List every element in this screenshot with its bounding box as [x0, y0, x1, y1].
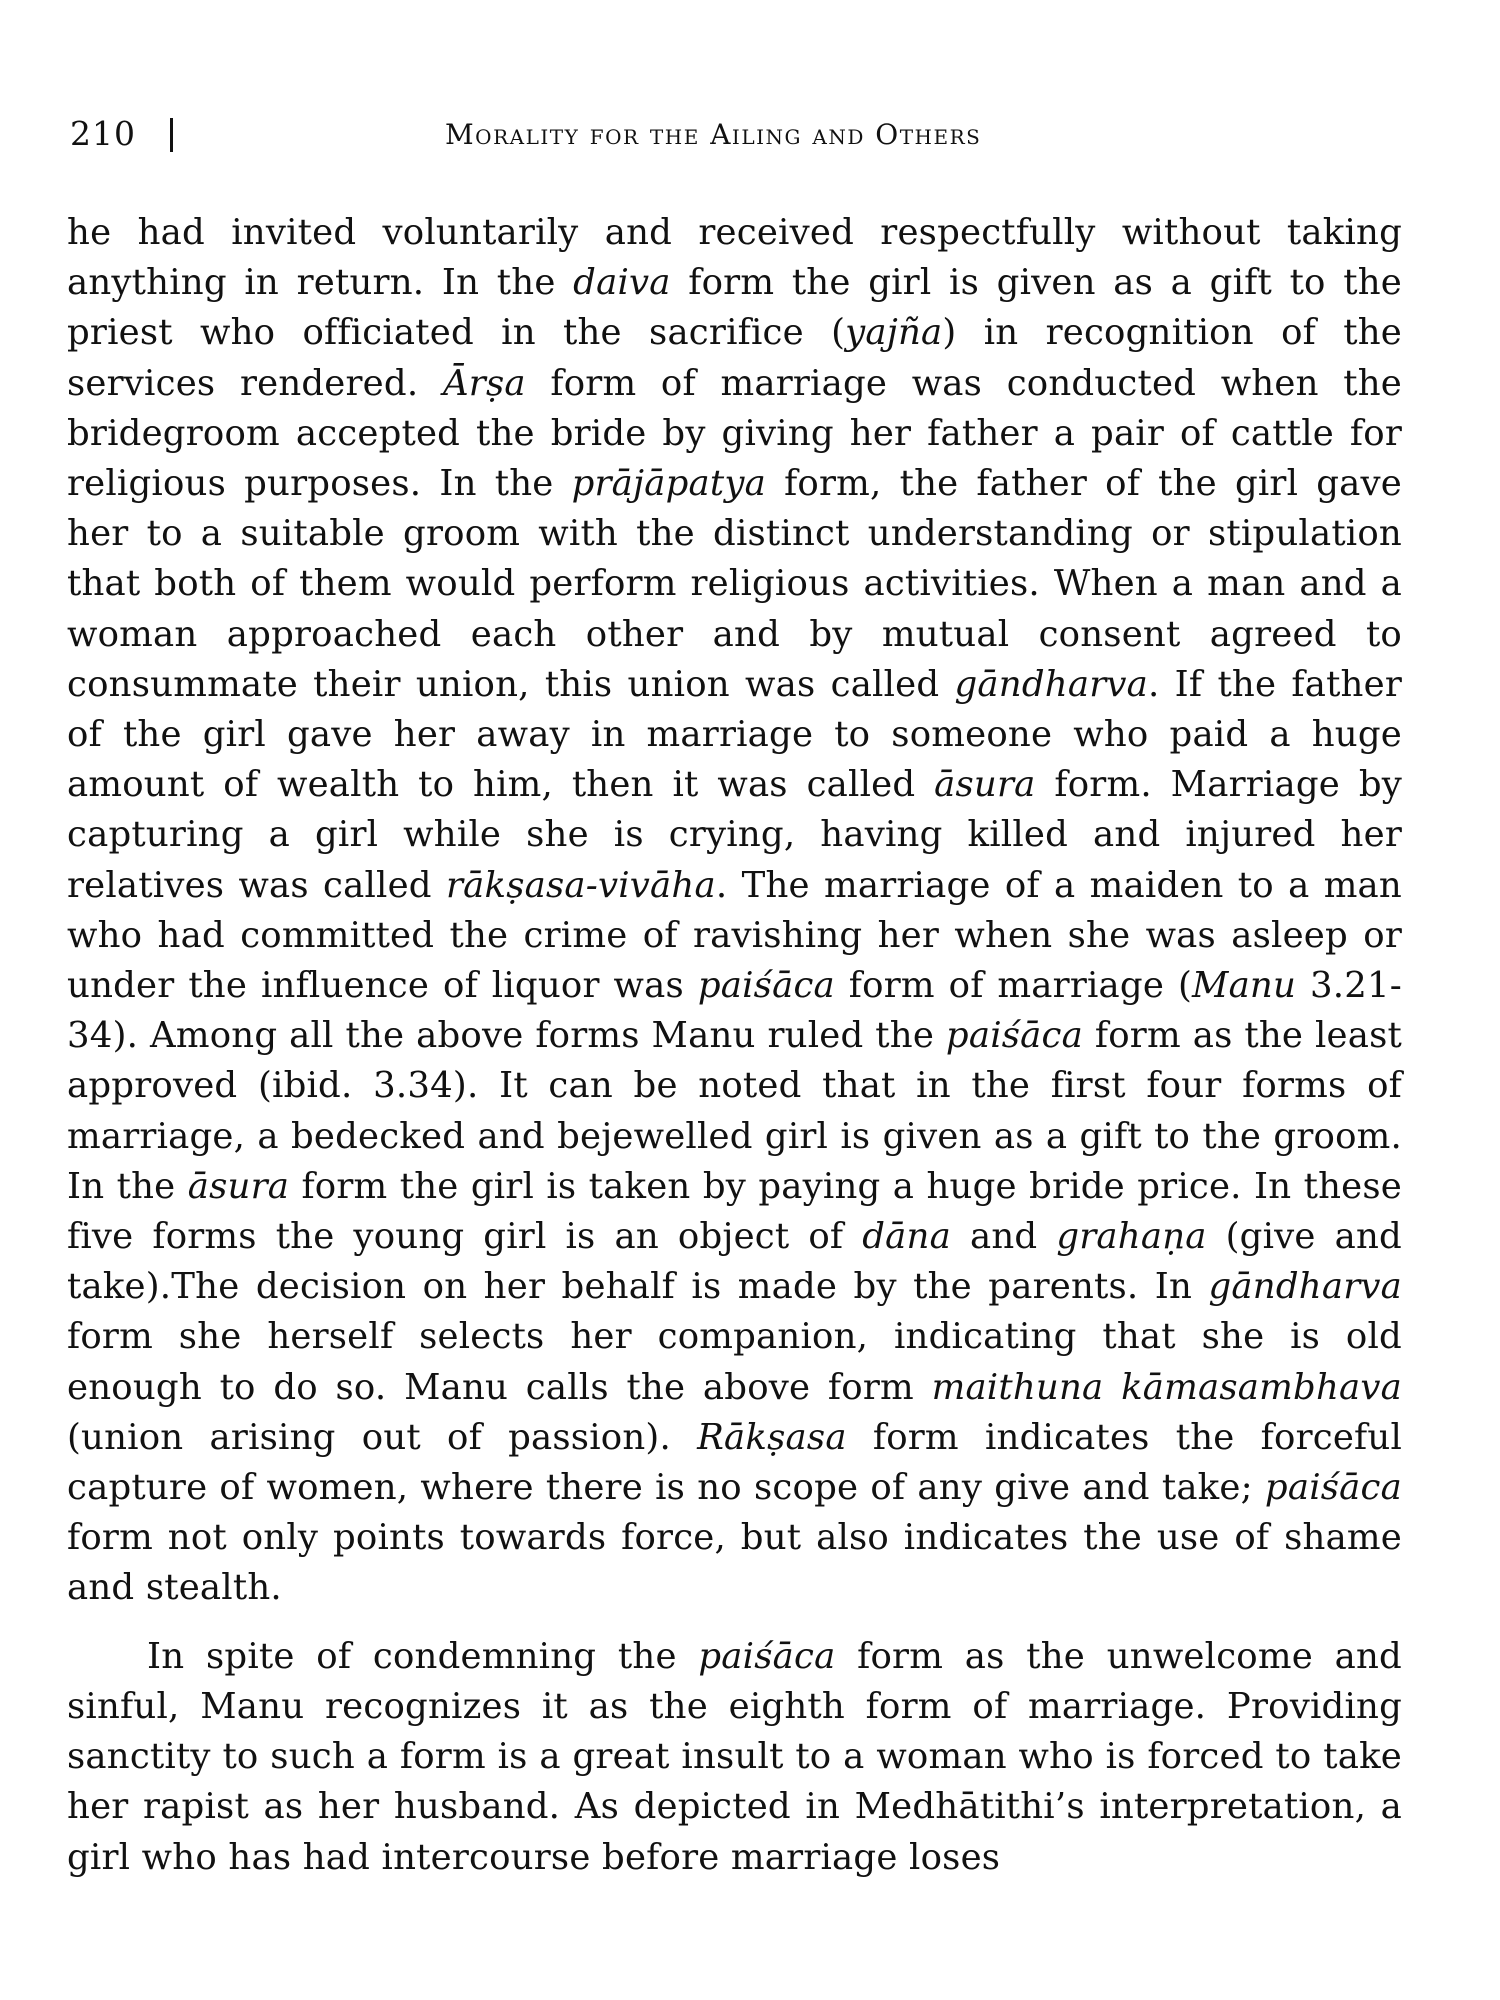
text-run: and [950, 1216, 1057, 1258]
italic-term: paiśāca [945, 1015, 1083, 1057]
text-run: form the girl is taken by paying a huge bride price. In these five forms the young girl is an object of [67, 1165, 1402, 1258]
italic-term: paiśāca [1264, 1467, 1402, 1509]
paragraph [67, 1632, 1402, 1883]
running-title: Morality for the Ailing and Others [445, 118, 982, 151]
italic-term: maithuna kāmasambhava [931, 1366, 1402, 1408]
italic-term: āsura [187, 1165, 290, 1207]
italic-term: rākṣasa-vivāha [445, 864, 716, 906]
italic-term: Manu [1192, 965, 1297, 1007]
text-run: form of marriage was conducted when the bridegroom accepted the bride by giving her father a pair of cattle for religious purposes. In the [67, 362, 1402, 505]
italic-term: Ārṣa [442, 362, 526, 404]
text-run: . The marriage of a maiden to a man who had committed the crime of ravishing her when she was asleep or under the influence of liquor was [67, 864, 1402, 1007]
italic-term: prājāpatya [571, 463, 766, 505]
body-text [67, 208, 1402, 1883]
italic-term: grahaṇa [1056, 1216, 1207, 1258]
text-run: form, the father of the girl gave her to a suitable groom with the distinct understanding or stipulation that both of them would perform religious activities. When a man and a woman approached each other and by mutual consent agreed to consummate their union, this union was called [67, 463, 1402, 705]
text-run: . If the father of the girl gave her away in marriage to someone who paid a huge amount of wealth to him, then it was called [67, 663, 1402, 806]
text-run: form not only points towards force, but also indicates the use of shame and stealth. [67, 1517, 1402, 1609]
header-divider [170, 118, 173, 152]
text-run: form indicates the forceful capture of women, where there is no scope of any give and take; [67, 1416, 1402, 1509]
text-run: (give and take).The decision on her behalf is made by the parents. In [67, 1216, 1402, 1308]
text-run: he had invited voluntarily and received respectfully without taking anything in return. In the [67, 212, 1402, 304]
text-run: (union arising out of passion). [67, 1416, 698, 1458]
paragraph [67, 208, 1402, 1614]
italic-term: gāndharva [1208, 1266, 1402, 1308]
text-run: form as the least approved (ibid. 3.34). It can be noted that in the first four forms of marriage, a bedecked and bejewelled girl is given as a gift to the groom. In the [67, 1015, 1403, 1207]
text-run: form. Marriage by capturing a girl while she is crying, having killed and injured her relatives was called [67, 764, 1402, 906]
text-run: form as the unwelcome and sinful, Manu recognizes it as the eighth form of marriage. Providing sanctity to such a form is a great insult to a woman who is forced to take her rapist as her husband. As depicted in Medhātithi’s interpretation, a girl who has had intercourse before marriage loses [67, 1635, 1402, 1878]
italic-term: Rākṣasa [697, 1416, 847, 1458]
italic-term: dāna [862, 1216, 951, 1258]
italic-term: āsura [934, 764, 1036, 806]
text-run: form she herself selects her companion, indicating that she is old enough to do so. Manu calls the above form [67, 1316, 1402, 1408]
page-header [70, 110, 1400, 160]
page-number: 210 [70, 114, 136, 153]
italic-term: daiva [573, 262, 671, 304]
italic-term: paiśāca [698, 1635, 836, 1677]
italic-term: paiśāca [697, 965, 835, 1007]
text-run: form the girl is given as a gift to the priest who officiated in the sacrifice ( [67, 262, 1402, 354]
text-run: form of marriage ( [834, 965, 1193, 1007]
italic-term: yajña [845, 312, 943, 354]
text-run: 3.21-34). Among all the above forms Manu ruled the [67, 965, 1402, 1057]
text-run: In spite of condemning the [147, 1635, 699, 1677]
italic-term: gāndharva [954, 663, 1148, 705]
text-run: ) in recognition of the services rendered. [67, 312, 1402, 404]
